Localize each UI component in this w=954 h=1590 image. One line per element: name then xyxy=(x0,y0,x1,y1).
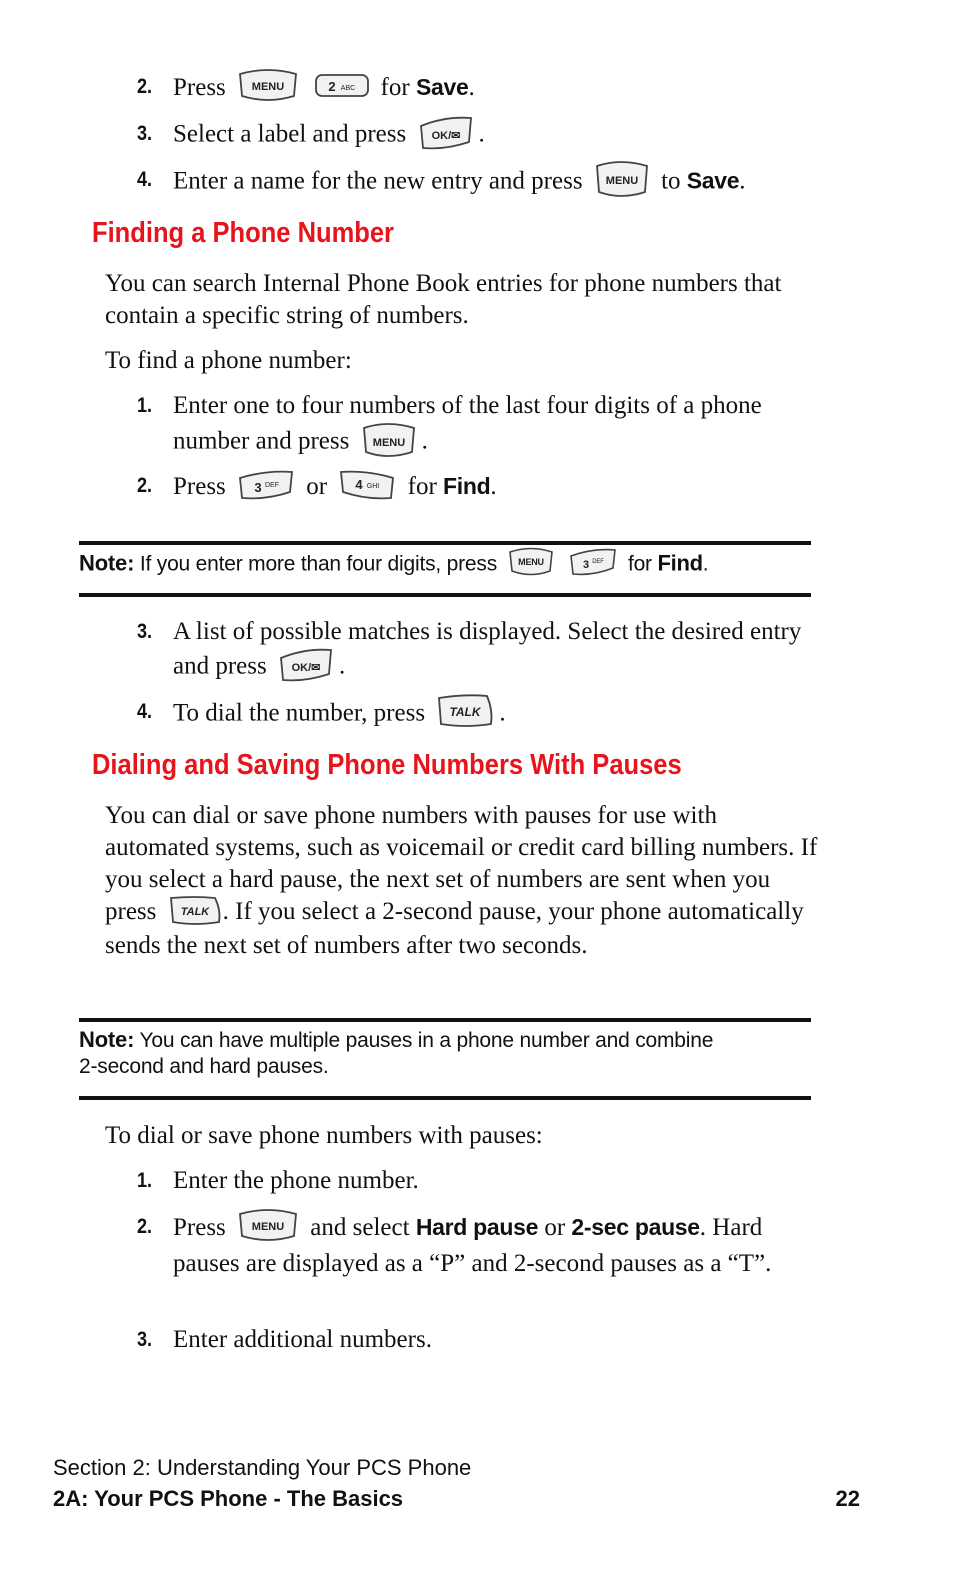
find-step-1: 1. Enter one to four numbers of the last four digits of a phone number and press MENU . xyxy=(137,389,817,463)
step-number: 2. xyxy=(137,75,153,98)
save-keyword: Save xyxy=(415,74,469,100)
find-keyword: Find xyxy=(443,473,491,499)
svg-text:TALK: TALK xyxy=(180,906,209,919)
step-number: 1. xyxy=(137,1169,153,1192)
find-step-2: 2. Press 3 DEF or 4 GHI for Find. xyxy=(137,469,817,505)
svg-text:4: 4 xyxy=(355,477,363,493)
step-number: 3. xyxy=(137,122,153,145)
pause-step-3: 3. Enter additional numbers. xyxy=(137,1323,817,1357)
step-number: 2. xyxy=(137,474,153,497)
four-ghi-key-icon xyxy=(337,468,397,502)
svg-text:3: 3 xyxy=(254,480,262,496)
note-rule-bottom xyxy=(79,593,811,597)
menu-key-icon xyxy=(236,1208,300,1244)
pauses-note: Note: You can have multiple pauses in a phone number and combine 2-second and hard pauses. xyxy=(79,1027,714,1078)
pauses-lead: To dial or save phone numbers with pauses: xyxy=(105,1122,543,1149)
svg-text:MENU: MENU xyxy=(605,175,639,187)
save-keyword: Save xyxy=(686,167,740,194)
two-sec-pause-keyword: 2-sec pause xyxy=(571,1214,700,1240)
find-step-4: 4. To dial the number, press TALK . xyxy=(137,695,817,735)
svg-text:ABC: ABC xyxy=(341,85,356,93)
talk-key-icon xyxy=(167,894,223,928)
talk-key-icon xyxy=(435,692,495,732)
step-number: 3. xyxy=(137,620,153,643)
svg-text:DEF: DEF xyxy=(592,559,604,565)
menu-key-icon xyxy=(360,420,418,460)
note-label: Note: xyxy=(79,1027,135,1052)
three-def-key-icon xyxy=(236,468,296,502)
svg-text:TALK: TALK xyxy=(449,705,481,719)
menu-key-icon xyxy=(236,68,300,104)
svg-text:MENU: MENU xyxy=(372,437,405,449)
find-step-3: 3. A list of possible matches is displayed. Select the desired entry and press OK/✉ . xyxy=(137,615,817,687)
step-2-save: 2. Press MENU 2 ABC for Save. xyxy=(137,70,817,107)
step-4-enter-name: 4. Enter a name for the new entry and press MENU to Save. xyxy=(137,163,817,203)
footer-chapter-title: 2A: Your PCS Phone - The Basics xyxy=(53,1486,404,1511)
finding-lead: To find a phone number: xyxy=(105,347,352,374)
note-rule-top xyxy=(79,541,811,545)
step-number: 3. xyxy=(137,1328,153,1351)
svg-text:DEF: DEF xyxy=(265,482,280,490)
page-number: 22 xyxy=(835,1486,860,1511)
svg-text:OK/✉: OK/✉ xyxy=(431,130,460,142)
menu-key-icon xyxy=(507,546,555,578)
ok-key-icon xyxy=(277,646,335,684)
step-number: 1. xyxy=(137,394,153,417)
step-3-select-label: 3. Select a label and press OK/✉ . xyxy=(137,117,817,155)
pause-step-2: 2. Press MENU and select Hard pause or 2-sec pause. Hard pauses are displayed as a “P” and 2-second pauses as a “T”. xyxy=(137,1210,817,1281)
svg-text:MENU: MENU xyxy=(517,557,544,567)
svg-text:GHI: GHI xyxy=(367,483,380,491)
pauses-heading: Dialing and Saving Phone Numbers With Pauses xyxy=(92,749,682,781)
hard-pause-keyword: Hard pause xyxy=(415,1214,539,1240)
step-number: 4. xyxy=(137,168,153,191)
svg-text:OK/✉: OK/✉ xyxy=(291,662,321,674)
footer-section-title: Section 2: Understanding Your PCS Phone xyxy=(53,1455,472,1480)
svg-text:2: 2 xyxy=(328,79,336,95)
svg-text:MENU: MENU xyxy=(251,1221,285,1234)
pauses-intro: You can dial or save phone numbers with pauses for use with automated systems, such as voicemail or credit card billing numbers. If you select a hard pause, the next set of numbers are sent when you press TALK . If you select a 2-second pause, your phone automatically sends the next set of numbers after two seconds. xyxy=(105,802,818,960)
finding-heading: Finding a Phone Number xyxy=(92,217,394,249)
note-rule-top xyxy=(79,1018,811,1022)
svg-text:MENU: MENU xyxy=(251,81,285,94)
note-label: Note: xyxy=(79,550,135,576)
step-number: 4. xyxy=(137,700,153,723)
menu-key-icon xyxy=(593,160,651,200)
svg-text:3: 3 xyxy=(583,559,590,571)
find-keyword: Find xyxy=(657,550,703,576)
pause-step-1: 1. Enter the phone number. xyxy=(137,1164,817,1198)
step-number: 2. xyxy=(137,1215,153,1238)
three-def-key-icon xyxy=(568,547,618,577)
note-rule-bottom xyxy=(79,1096,811,1100)
two-abc-key-icon xyxy=(314,72,370,100)
find-note: Note: If you enter more than four digits, press MENU 3 DEF for Find. xyxy=(79,549,811,581)
finding-intro: You can search Internal Phone Book entries for phone numbers that contain a specific string of numbers. xyxy=(105,270,782,329)
ok-key-icon xyxy=(417,114,475,152)
